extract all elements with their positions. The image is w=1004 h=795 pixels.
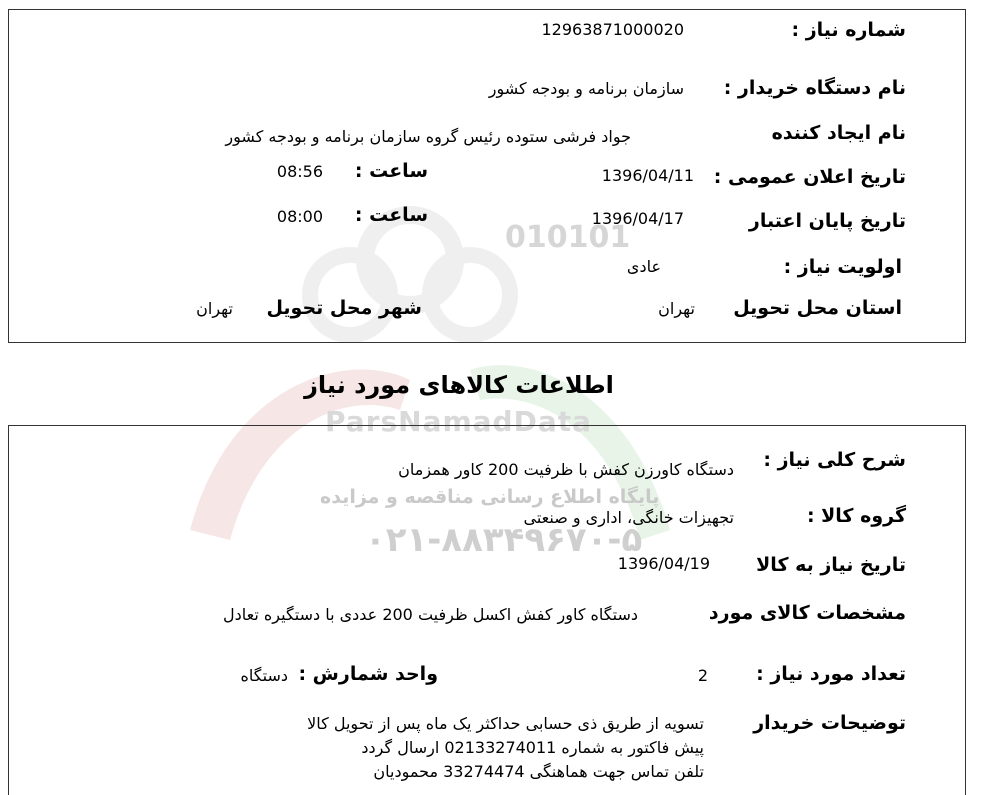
priority-value: عادی — [626, 257, 661, 276]
description-value: دستگاه کاورزن کفش با ظرفیت 200 کاور همزمان — [398, 460, 734, 479]
watermark-line1: پایگاه اطلاع رسانی مناقصه و مزایده — [320, 486, 660, 508]
buyer-name: سازمان برنامه و بودجه کشور — [488, 79, 684, 98]
expiry-time: 08:00 — [276, 207, 323, 226]
expiry-date-label: تاریخ پایان اعتبار — [748, 210, 906, 232]
announce-date: 1396/04/11 — [601, 166, 694, 185]
watermark-phone: ۰۲۱-۸۸۳۴۹۶۷۰-۵ — [365, 520, 643, 560]
announce-time-label: ساعت : — [354, 160, 428, 182]
unit-label: واحد شمارش : — [298, 663, 438, 685]
description-label: شرح کلی نیاز : — [763, 449, 906, 471]
notes-line-1: تسویه از طریق ذی حسابی حداکثر یک ماه پس از تحویل کالا — [307, 714, 704, 733]
specs-value: دستگاه کاور کفش اکسل ظرفیت 200 عددی با دستگیره تعادل — [223, 605, 638, 624]
unit-value: دستگاه — [240, 666, 288, 685]
watermark-brand: ParsNamadData — [325, 405, 592, 438]
need-date-label: تاریخ نیاز به کالا — [756, 554, 906, 576]
announce-date-label: تاریخ اعلان عمومی : — [713, 166, 906, 188]
watermark-digits: 010101 — [505, 220, 631, 255]
creator-name: جواد فرشی ستوده رئیس گروه سازمان برنامه و بودجه کشور — [225, 127, 631, 146]
quantity-value: 2 — [697, 666, 708, 685]
expiry-date: 1396/04/17 — [591, 209, 684, 228]
city-label: شهر محل تحویل — [266, 297, 422, 319]
section-title: اطلاعات کالاهای مورد نیاز — [304, 371, 614, 399]
notes-line-2: پیش فاکتور به شماره 02133274011 ارسال گردد — [361, 738, 704, 757]
province-label: استان محل تحویل — [733, 297, 902, 319]
need-number-label: شماره نیاز : — [791, 19, 906, 41]
group-value: تجهیزات خانگی، اداری و صنعتی — [523, 508, 734, 527]
announce-time: 08:56 — [276, 162, 323, 181]
need-number: 12963871000020 — [541, 20, 684, 39]
expiry-time-label: ساعت : — [354, 204, 428, 226]
creator-label: نام ایجاد کننده — [771, 122, 906, 144]
specs-label: مشخصات کالای مورد — [708, 602, 906, 624]
city-value: تهران — [196, 299, 233, 318]
province-value: تهران — [658, 299, 695, 318]
quantity-label: تعداد مورد نیاز : — [756, 663, 906, 685]
group-label: گروه کالا : — [806, 505, 906, 527]
notes-label: توضیحات خریدار — [753, 712, 906, 734]
priority-label: اولویت نیاز : — [783, 256, 902, 278]
notes-line-3: تلفن تماس جهت هماهنگی 33274474 محمودیان — [373, 762, 704, 781]
need-date: 1396/04/19 — [617, 554, 710, 573]
buyer-label: نام دستگاه خریدار : — [723, 77, 906, 99]
